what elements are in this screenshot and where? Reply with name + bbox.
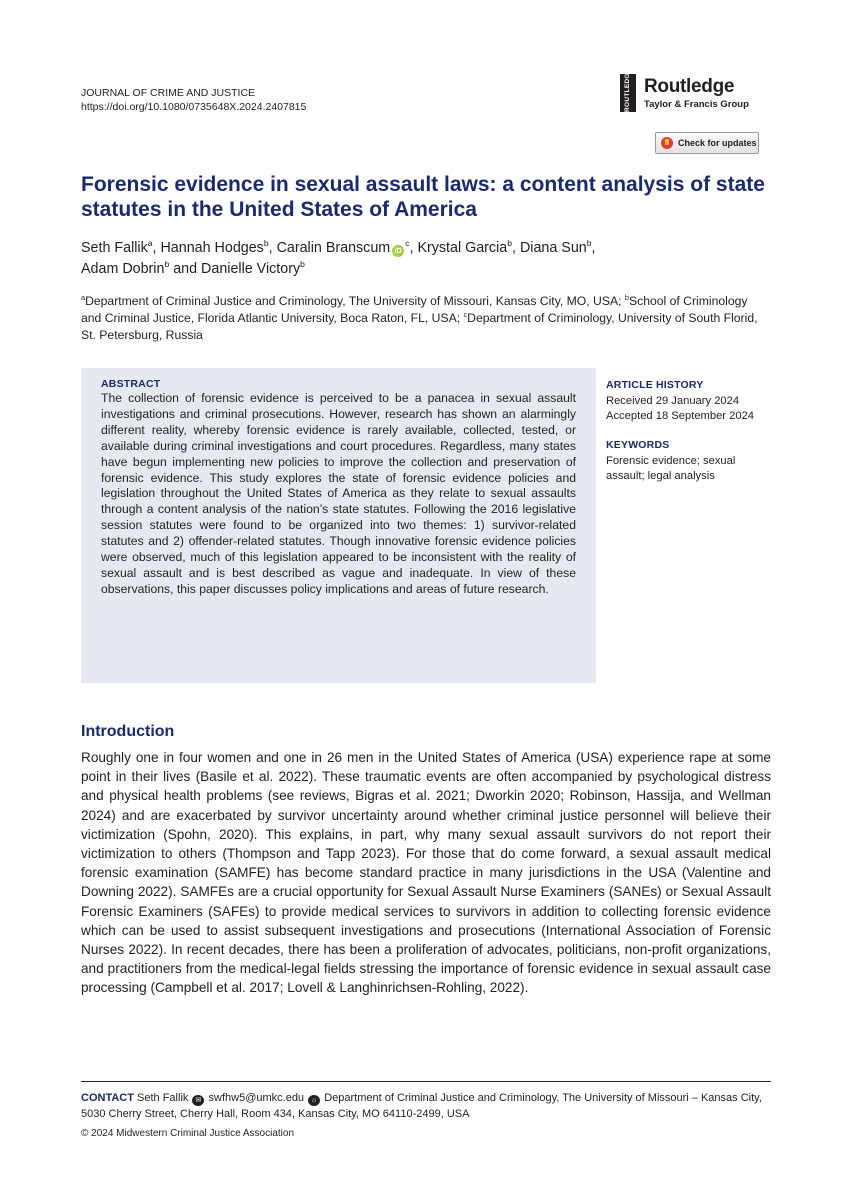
author-name[interactable]: Danielle Victory xyxy=(201,261,301,277)
abstract-label: ABSTRACT xyxy=(101,378,161,390)
author-affil-sup: c xyxy=(405,238,410,249)
author-affil-sup: b xyxy=(300,259,305,270)
contact-footer xyxy=(81,1090,771,1122)
author-affil-sup: b xyxy=(164,259,170,270)
affil-sup: b xyxy=(624,292,629,302)
affil-sup: a xyxy=(81,292,86,302)
contact-label: CONTACT xyxy=(81,1092,134,1104)
author-affil-sup: b xyxy=(586,238,592,249)
author-name[interactable]: Krystal Garcia xyxy=(417,240,508,256)
publisher-group: Taylor & Francis Group xyxy=(644,99,749,110)
copyright: © 2024 Midwestern Criminal Justice Association xyxy=(81,1128,295,1139)
abstract-text: The collection of forensic evidence is perceived to be a panacea in sexual assault investigations and criminal prosecutions. However, research has shown an alarmingly different reality, whereby forensic evidence is rarely available, collected, tested, or available during criminal investigations and court procedures. Regardless, many states have begun implementing new policies to improve the collection and preservation of forensic evidence. This study explores the state of forensic evidence policies and legislation throughout the United States of America as they relate to sexual assaults through a content analysis of the nation’s state statutes. Following the 2016 legislative session statutes were found to be organized into two themes: 1) survivor-related statutes and 2) offender-related statutes. Though innovative forensic evidence policies were observed, much of this legislation appeared to be inconsistent with the reality of sexual assault and is best described as vague and inadequate. In view of these observations, this paper discusses policy implications and areas of future research. xyxy=(101,391,576,596)
routledge-mark-icon: ROUTLEDGE xyxy=(620,74,636,112)
publisher-name: Routledge xyxy=(644,76,735,97)
journal-header xyxy=(81,86,306,114)
article-history xyxy=(606,378,776,484)
affiliation-b: School of Criminology and Criminal Justice, Florida Atlantic University, Boca Raton, FL, USA; xyxy=(81,294,748,325)
keywords-text: Forensic evidence; sexual assault; legal analysis xyxy=(606,455,736,482)
author-affil-sup: b xyxy=(263,238,269,249)
history-label: ARTICLE HISTORY xyxy=(606,379,704,391)
introduction-heading: Introduction xyxy=(81,723,175,740)
author-name[interactable]: Diana Sun xyxy=(519,240,587,256)
check-for-updates-label: Check for updates xyxy=(678,138,757,148)
author-name[interactable]: Caralin Branscum xyxy=(276,240,391,256)
author-affil-sup: b xyxy=(507,238,512,249)
affiliation-a: Department of Criminal Justice and Criminology, The University of Missouri, Kansas City, MO, USA; xyxy=(85,294,622,308)
footer-divider xyxy=(81,1081,771,1082)
doi-link[interactable]: https://doi.org/10.1080/0735648X.2024.2407815 xyxy=(81,101,307,113)
crossmark-icon xyxy=(661,137,673,149)
affiliations xyxy=(81,293,771,344)
article-title: Forensic evidence in sexual assault laws: a content analysis of state statutes in the United States of America xyxy=(81,173,765,221)
received-date: Received 29 January 2024 xyxy=(606,395,740,407)
orcid-icon[interactable]: iD xyxy=(392,245,404,257)
contact-email[interactable]: swfhw5@umkc.edu xyxy=(208,1092,305,1104)
author-name[interactable]: Hannah Hodges xyxy=(160,240,264,256)
author-list: Seth Fallik$^a$, Hannah Hodges$^b$, Caralin Branscum $iD^c$, Krystal Garcia$^b$, Diana Sun$^b$, Adam Dobrin$^b$ and Danielle Victory$^b$ xyxy=(81,238,596,277)
contact-name: Seth Fallik xyxy=(137,1092,189,1104)
contact-address: Department of Criminal Justice and Criminology, The University of Missouri – Kansas City, 5030 Cherry Street, Cherry Hall, Room 434, Kansas City, MO 64110-2499, USA xyxy=(81,1092,762,1120)
author-affil-sup: a xyxy=(147,238,153,249)
keywords-label: KEYWORDS xyxy=(606,439,670,451)
author-conjunction: and xyxy=(173,261,198,277)
affil-sup: c xyxy=(463,309,468,319)
introduction-text: Roughly one in four women and one in 26 men in the United States of America (USA) experience rape at some point in their lives (Basile et al. 2022). These traumatic events are often accompanied by psychological distress and physical health problems (see reviews, Bigras et al. 2021; Dworkin 2020; Robinson, Hassija, and Wellman 2024) and are exacerbated by survivor uncertainty around whether criminal justice personnel will believe their victimization (Spohn, 2020). This explains, in part, why many sexual assault survivors do not report their victimization to others (Thompson and Tapp 2023). For those that do come forward, a sexual assault medical forensic examination (SAMFE) has become standard practice in many jurisdictions in the USA (Valentine and Downing 2022). SAMFEs are a crucial opportunity for Sexual Assault Nurse Examiners (SANEs) or Sexual Assault Forensic Examiners (SAFEs) to provide medical services to survivors in addition to collecting forensic evidence which can be used to assist subsequent investigations and prosecutions (International Association of Forensic Nurses 2022). In recent decades, there has been a proliferation of advocates, politicians, non-profit organizations, and practitioners from the medical-legal fields stressing the importance of forensic evidence in sexual assault case processing (Campbell et al. 2017; Lovell & Langhinrichsen-Rohling, 2022). xyxy=(81,750,771,996)
author-name[interactable]: Adam Dobrin xyxy=(81,261,165,277)
check-for-updates-button[interactable] xyxy=(655,132,759,154)
address-icon: ⌂ xyxy=(308,1095,320,1106)
accepted-date: Accepted 18 September 2024 xyxy=(606,410,755,422)
author-name[interactable]: Seth Fallik xyxy=(81,240,148,256)
publisher-logo[interactable] xyxy=(620,68,770,114)
abstract-box xyxy=(81,368,596,683)
email-icon: ✉ xyxy=(192,1095,204,1106)
journal-name: JOURNAL OF CRIME AND JUSTICE xyxy=(81,87,256,99)
affiliation-c: Department of Criminology, University of South Florid, St. Petersburg, Russia xyxy=(81,311,758,342)
